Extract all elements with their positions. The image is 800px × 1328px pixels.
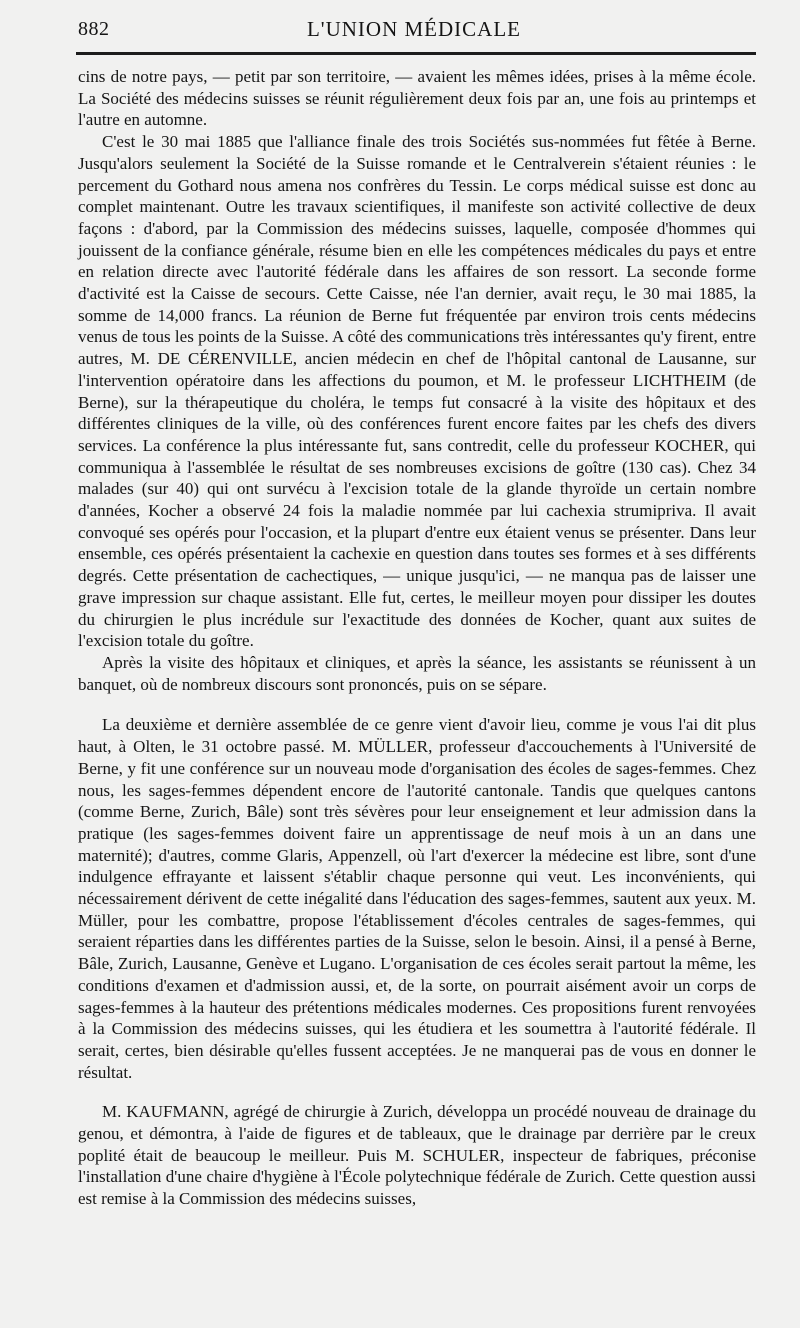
- page-header: [78, 14, 750, 44]
- paragraph-olten-meeting: La deuxième et dernière assemblée de ce genre vient d'avoir lieu, comme je vous l'ai dit plus haut, à Olten, le 31 octobre passé. M. MÜLLER, professeur d'accouchements à l'Université de Berne, y fit une conférence sur un nouveau mode d'organisation des écoles de sages-femmes. Chez nous, les sages-femmes dépendent encore de l'autorité cantonale. Tandis que quelques cantons (comme Berne, Zurich, Bâle) sont très sévères pour leur enseignement et leur admission dans la pratique (les sages-femmes doivent faire un apprentissage de neuf mois à un an dans une maternité); d'autres, comme Glaris, Appenzell, où l'art d'exercer la médecine est libre, sont d'une indulgence effrayante et laissent s'établir chaque personne qui veut. Les inconvénients, qui nécessairement dérivent de cette inégalité dans l'éducation des sages-femmes, sautent aux yeux. M. Müller, pour les combattre, propose l'établissement d'écoles centrales de sages-femmes, qui seraient réparties dans les différentes parties de la Suisse, selon le besoin. Ainsi, il a pensé à Berne, Bâle, Zurich, Lausanne, Genève et Lugano. L'organisation de ces écoles serait partout la même, les conditions d'examen et d'admission aussi, et, de la sorte, on pourrait aisément avoir un corps de sages-femmes à la hauteur des prétentions médicales modernes. Ces propositions furent renvoyées à la Commission des médecins suisses, qui les étudiera et les soumettra à l'autorité fédérale. Il serait, certes, bien désirable qu'elles fussent acceptées. Je ne manquerai pas de vous en donner le résultat.: [78, 715, 756, 1082]
- running-title: L'UNION MÉDICALE: [306, 17, 521, 41]
- paragraph-berne-meeting: C'est le 30 mai 1885 que l'alliance finale des trois Sociétés sus-nommées fut fêtée à Berne. Jusqu'alors seulement la Société de la Suisse romande et le Centralverein s'étaient réunies : le percement du Gothard nous amena nos confrères du Tessin. Le corps médical suisse est donc au complet maintenant. Outre les travaux scientifiques, il manifeste son activité collective de deux façons : d'abord, par la Commission des médecins suisses, laquelle, composée d'hommes qui jouissent de la confiance générale, résume bien en elle les compétences médicales du pays et entre en relation directe avec l'autorité fédérale dans les affaires de son ressort. La seconde forme d'activité est la Caisse de secours. Cette Caisse, née l'an dernier, avait reçu, le 30 mai 1885, la somme de 14,000 francs. La réunion de Berne fut fréquentée par environ trois cents médecins venus de tous les points de la Suisse. A côté des communications très intéressantes qu'y firent, entre autres, M. DE CÉRENVILLE, ancien médecin en chef de l'hôpital cantonal de Lausanne, sur l'intervention opératoire dans les affections du poumon, et M. le professeur LICHTHEIM (de Berne), sur la thérapeutique du choléra, le temps fut consacré à la visite des hôpitaux et des différentes cliniques de la ville, où des conférences furent encore faites par les chefs des divers services. La conférence la plus intéressante fut, sans contredit, celle du professeur KOCHER, qui communiqua à l'assemblée le résultat de ses nombreuses excisions de goître (130 cas). Chez 34 malades (sur 40) qui ont survécu à l'excision totale de la glande thyroïde un certain nombre d'années, Kocher a observé 24 fois la maladie nommée par lui cachexia strumipriva. Il avait convoqué ses opérés pour l'occasion, et la plupart d'entre eux étaient venus se présenter. Dans leur ensemble, ces opérés présentaient la cachexie en question dans toutes ses formes et à ses différents degrés. Cette présentation de cachectiques, — unique jusqu'ici, — ne manqua pas de laisser une grave impression sur chaque assistant. Elle fut, certes, le meilleur moyen pour dissiper les doutes du chirurgien le plus incrédule sur l'exactitude des données de Kocher, quant aux suites de l'excision totale du goître.: [78, 132, 756, 651]
- paragraph-kaufmann: M. KAUFMANN, agrégé de chirurgie à Zurich, développa un procédé nouveau de drainage du genou, et démontra, à l'aide de figures et de tableaux, que le drainage par derrière par le creux poplité était de beaucoup le meilleur. Puis M. SCHULER, inspecteur de fabriques, préconise l'installation d'une chaire d'hygiène à l'École polytechnique fédérale de Zurich. Cette question aussi est remise à la Commission des médecins suisses,: [78, 1102, 756, 1209]
- page-number: 882: [78, 18, 110, 40]
- header-rule: [76, 52, 756, 55]
- paragraph-continuation: cins de notre pays, — petit par son territoire, — avaient les mêmes idées, prises à la même école. La Société des médecins suisses se réunit régulièrement deux fois par an, une fois au printemps et l'autre en automne.: [78, 67, 756, 130]
- paragraph-banquet: Après la visite des hôpitaux et cliniques, et après la séance, les assistants se réunissent à un banquet, où de nombreux discours sont prononcés, puis on se sépare.: [78, 652, 756, 694]
- article-body: [78, 66, 756, 1210]
